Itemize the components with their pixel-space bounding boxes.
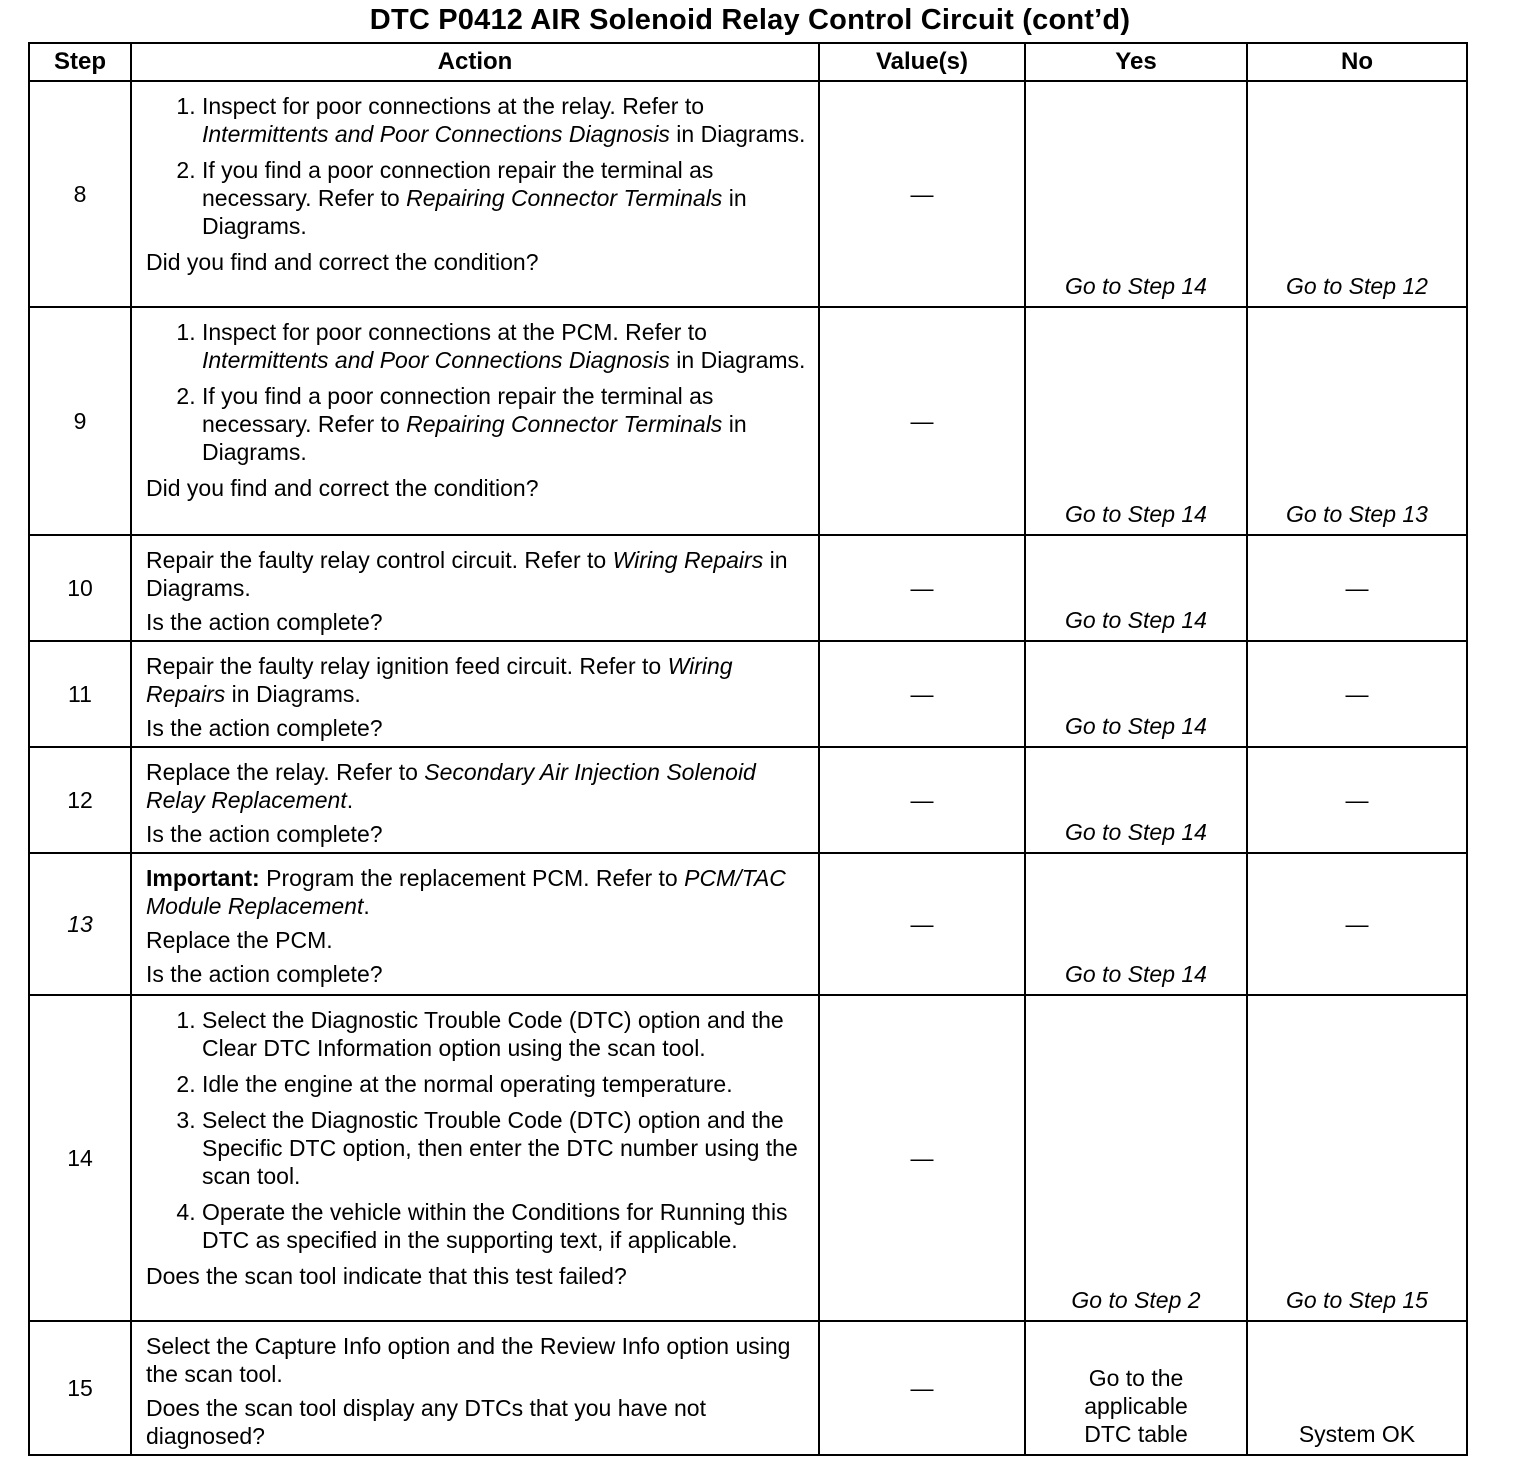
list-item: 2. If you find a poor connection repair the terminal as necessary. Refer to Repairing Connector Terminals in Diagrams. <box>202 382 808 466</box>
no-text: — <box>1345 911 1369 937</box>
value-text: — <box>910 181 934 207</box>
no-cell <box>1247 995 1467 1321</box>
action-text: Replace the relay. Refer to Secondary Air Injection Solenoid Relay Replacement. <box>146 759 756 813</box>
table-row <box>29 853 1467 995</box>
action-cell <box>131 641 819 747</box>
page-title: DTC P0412 AIR Solenoid Relay Control Circuit (cont’d) <box>369 4 1131 36</box>
yes-cell <box>1025 853 1247 995</box>
step-number: 13 <box>29 853 131 995</box>
step-number: 14 <box>29 995 131 1321</box>
diagnostic-table <box>28 42 1468 1456</box>
list-item: 2. Idle the engine at the normal operating temperature. <box>202 1070 808 1098</box>
yes-cell <box>1025 81 1247 307</box>
action-cell <box>131 535 819 641</box>
value-text: — <box>910 1145 934 1171</box>
action-question: Does the scan tool display any DTCs that you have not diagnosed? <box>146 1395 706 1449</box>
header-values: Value(s) <box>819 43 1025 81</box>
step-number: 15 <box>29 1321 131 1455</box>
yes-text: Go to Step 14 <box>1065 273 1207 299</box>
action-question: Is the action complete? <box>146 715 383 741</box>
value-cell <box>819 535 1025 641</box>
action-text: Repair the faulty relay control circuit. Refer to Wiring Repairs in Diagrams. <box>146 547 788 601</box>
table-row <box>29 995 1467 1321</box>
action-text: Repair the faulty relay ignition feed circuit. Refer to Wiring Repairs in Diagrams. <box>146 653 733 707</box>
step-number: 10 <box>29 535 131 641</box>
table-header-row <box>29 43 1467 81</box>
no-cell <box>1247 853 1467 995</box>
table-row <box>29 81 1467 307</box>
value-cell <box>819 641 1025 747</box>
no-cell <box>1247 307 1467 535</box>
table-row <box>29 535 1467 641</box>
list-item: 2. If you find a poor connection repair the terminal as necessary. Refer to Repairing Connector Terminals in Diagrams. <box>202 156 808 240</box>
value-cell <box>819 307 1025 535</box>
value-text: — <box>910 911 934 937</box>
action-cell <box>131 1321 819 1455</box>
table-row <box>29 747 1467 853</box>
yes-cell <box>1025 307 1247 535</box>
action-list <box>146 318 808 466</box>
header-no: No <box>1247 43 1467 81</box>
list-item: 3. Select the Diagnostic Trouble Code (DTC) option and the Specific DTC option, then enter the DTC number using the scan tool. <box>202 1106 808 1190</box>
no-cell <box>1247 747 1467 853</box>
action-question: Is the action complete? <box>146 961 383 987</box>
value-cell <box>819 747 1025 853</box>
value-text: — <box>910 681 934 707</box>
no-text: System OK <box>1298 1421 1416 1447</box>
header-action: Action <box>131 43 819 81</box>
action-cell <box>131 307 819 535</box>
value-text: — <box>910 787 934 813</box>
table-row <box>29 641 1467 747</box>
header-step: Step <box>29 43 131 81</box>
action-cell <box>131 81 819 307</box>
list-item: 1. Select the Diagnostic Trouble Code (DTC) option and the Clear DTC Information option using the scan tool. <box>202 1006 808 1062</box>
yes-cell <box>1025 995 1247 1321</box>
yes-text: Go to Step 2 <box>1071 1287 1201 1313</box>
yes-text: Go to Step 14 <box>1065 607 1207 633</box>
yes-cell <box>1025 747 1247 853</box>
action-question: Does the scan tool indicate that this test failed? <box>146 1263 627 1289</box>
yes-cell <box>1025 535 1247 641</box>
no-text: — <box>1345 575 1369 601</box>
yes-text: Go to Step 14 <box>1065 713 1207 739</box>
no-cell <box>1247 641 1467 747</box>
action-question: Did you find and correct the condition? <box>146 249 539 275</box>
important-label: Important: <box>146 865 260 891</box>
action-text: Select the Capture Info option and the Review Info option using the scan tool. <box>146 1333 791 1387</box>
action-text: Replace the PCM. <box>146 927 333 953</box>
list-item: 4. Operate the vehicle within the Conditions for Running this DTC as specified in the supporting text, if applicable. <box>202 1198 808 1254</box>
action-cell <box>131 853 819 995</box>
value-cell <box>819 81 1025 307</box>
yes-text: Go to Step 14 <box>1065 501 1207 527</box>
yes-text: Go to the applicable DTC table <box>1084 1365 1188 1447</box>
value-text: — <box>910 408 934 434</box>
no-cell <box>1247 1321 1467 1455</box>
action-question: Is the action complete? <box>146 609 383 635</box>
table-row <box>29 1321 1467 1455</box>
list-item: 1. Inspect for poor connections at the relay. Refer to Intermittents and Poor Connections Diagnosis in Diagrams. <box>202 92 808 148</box>
value-cell <box>819 995 1025 1321</box>
step-number: 9 <box>29 307 131 535</box>
no-text: — <box>1345 787 1369 813</box>
no-cell <box>1247 81 1467 307</box>
no-cell <box>1247 535 1467 641</box>
action-cell <box>131 995 819 1321</box>
action-text: Important: Program the replacement PCM. Refer to PCM/TAC Module Replacement. <box>146 865 786 919</box>
action-cell <box>131 747 819 853</box>
step-number: 12 <box>29 747 131 853</box>
action-list <box>146 92 808 240</box>
step-number: 11 <box>29 641 131 747</box>
yes-text: Go to Step 14 <box>1065 961 1207 987</box>
value-cell <box>819 1321 1025 1455</box>
list-item: 1. Inspect for poor connections at the PCM. Refer to Intermittents and Poor Connections Diagnosis in Diagrams. <box>202 318 808 374</box>
no-text: Go to Step 15 <box>1286 1287 1428 1313</box>
value-cell <box>819 853 1025 995</box>
yes-cell <box>1025 641 1247 747</box>
action-question: Is the action complete? <box>146 821 383 847</box>
value-text: — <box>910 1375 934 1401</box>
yes-cell <box>1025 1321 1247 1455</box>
step-number: 8 <box>29 81 131 307</box>
no-text: — <box>1345 681 1369 707</box>
no-text: Go to Step 13 <box>1286 501 1428 527</box>
action-list <box>146 1006 808 1254</box>
table-row <box>29 307 1467 535</box>
yes-text: Go to Step 14 <box>1065 819 1207 845</box>
no-text: Go to Step 12 <box>1286 273 1428 299</box>
header-yes: Yes <box>1025 43 1247 81</box>
action-question: Did you find and correct the condition? <box>146 475 539 501</box>
value-text: — <box>910 575 934 601</box>
